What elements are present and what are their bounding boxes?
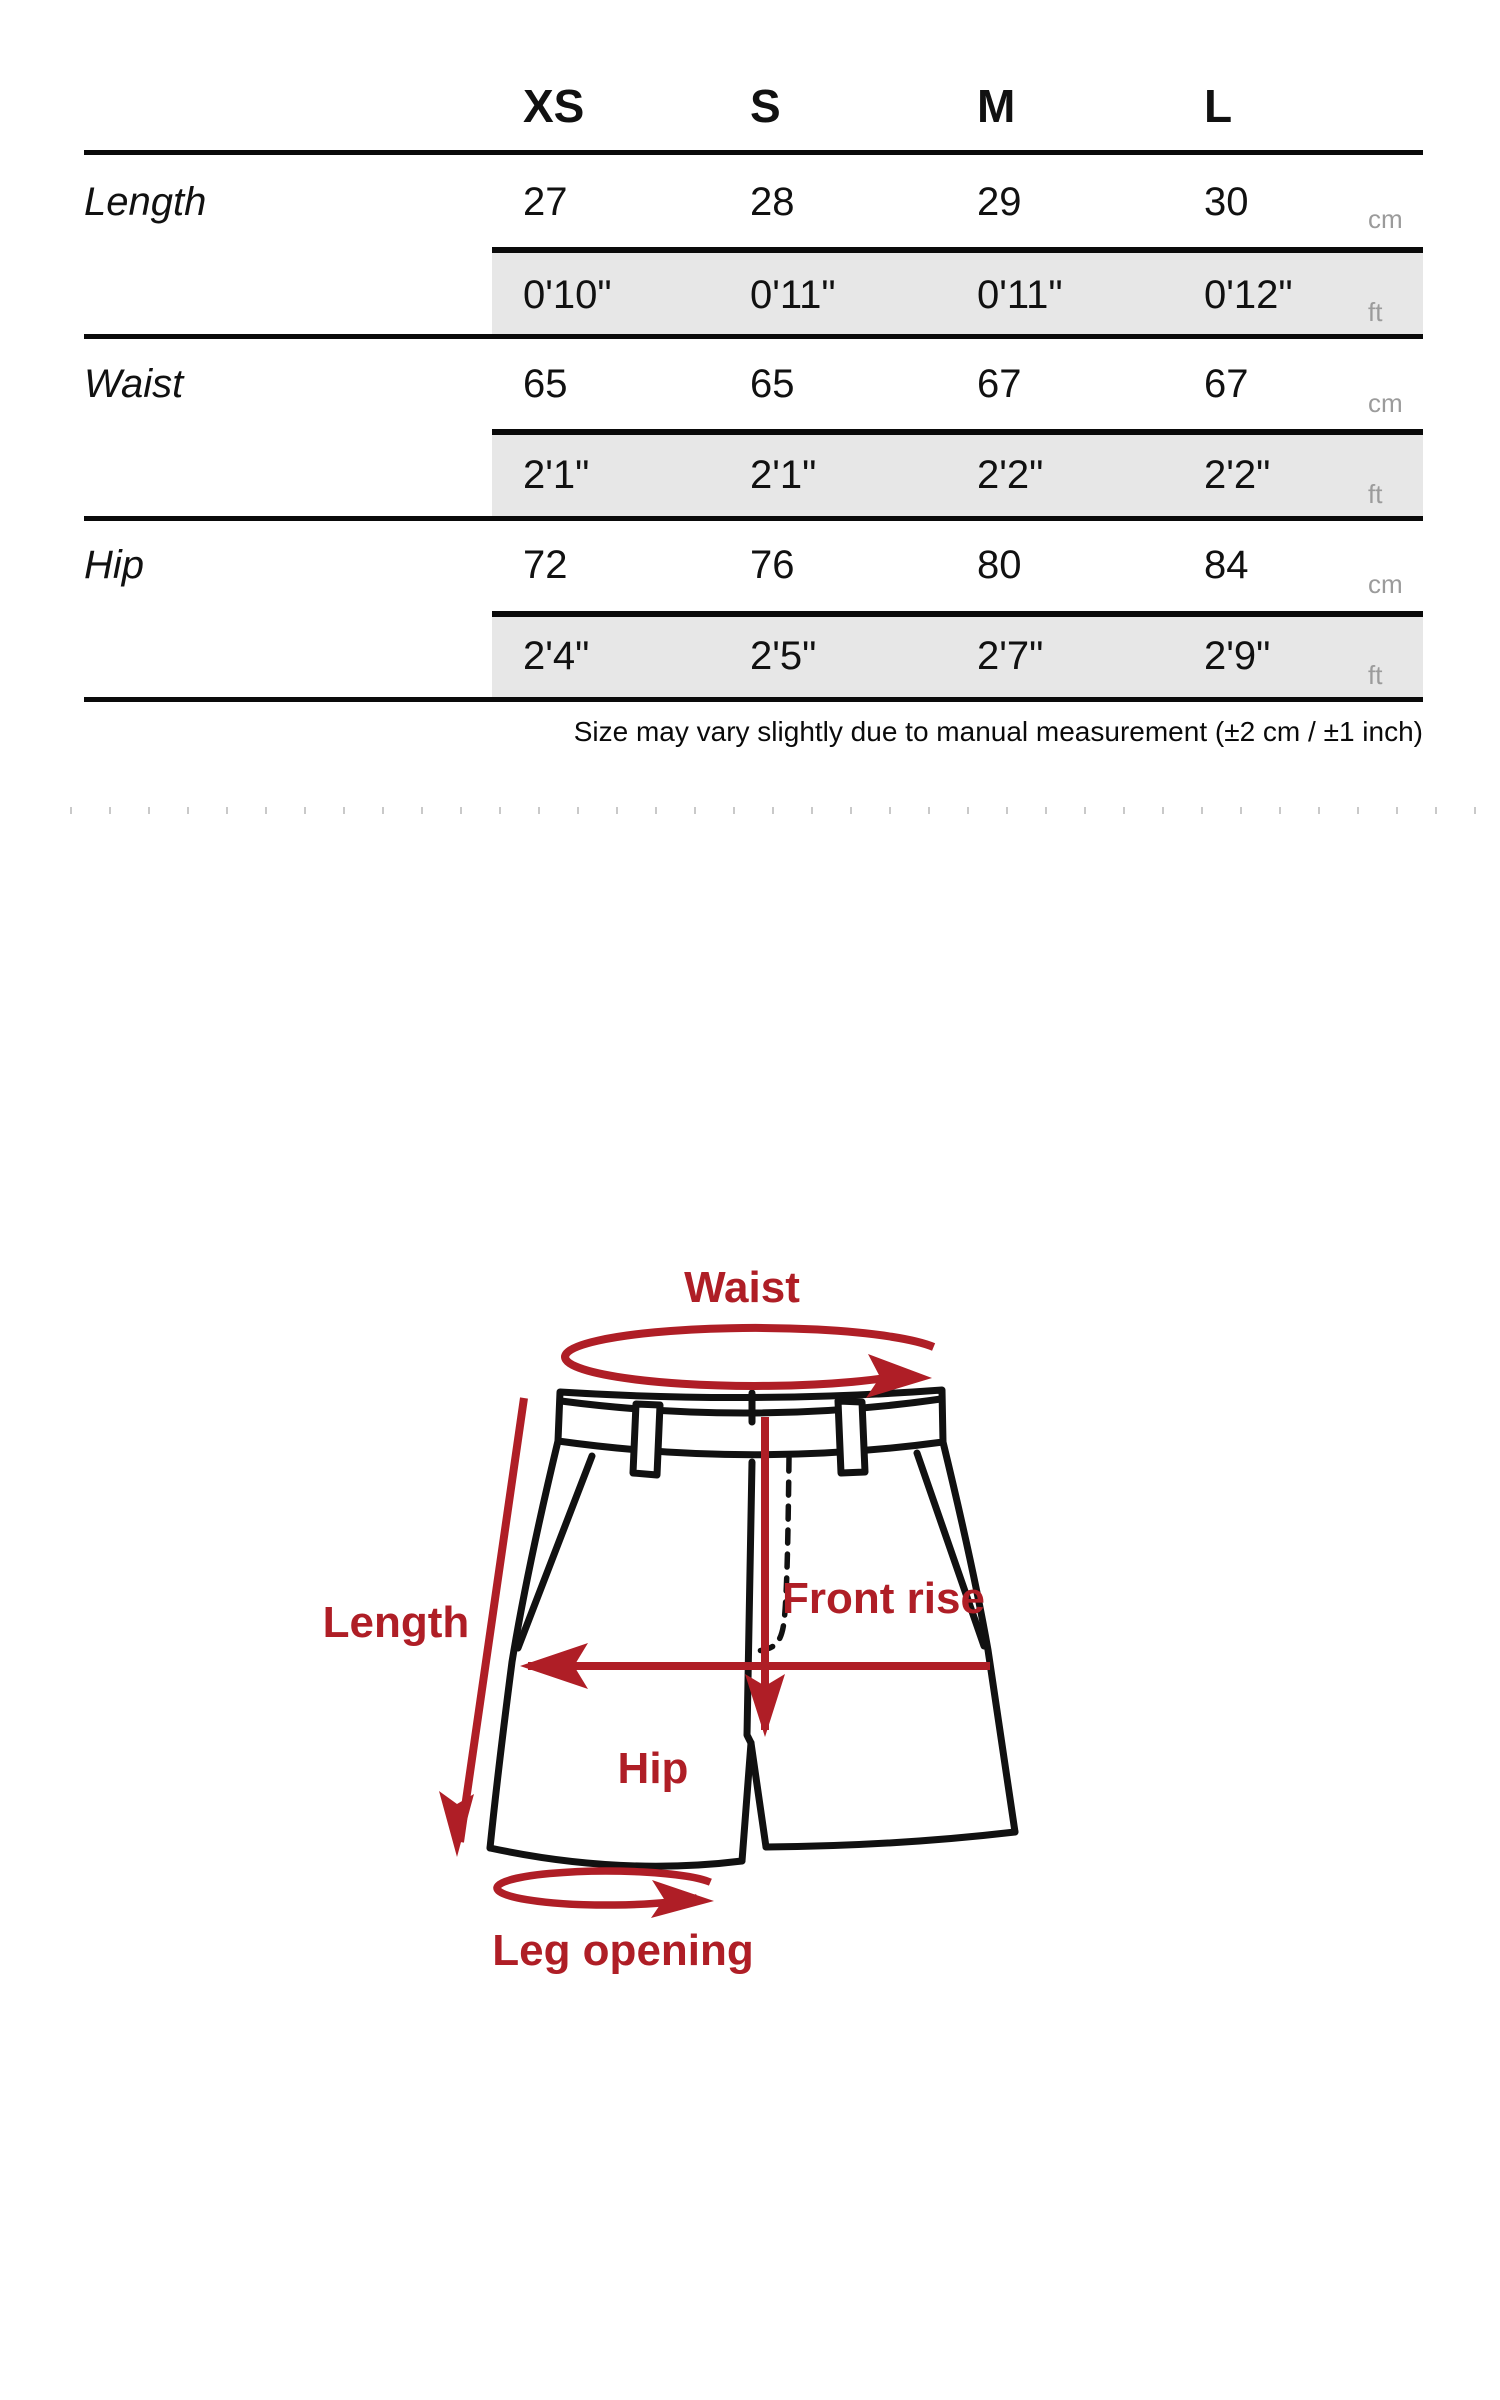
- value-cell: 30: [1204, 180, 1249, 224]
- pocket-left: [518, 1456, 592, 1648]
- size-header-s: S: [750, 80, 781, 132]
- measurement-note: Size may vary slightly due to manual measurement (±2 cm / ±1 inch): [573, 716, 1423, 747]
- inner-seam-left: [742, 1743, 751, 1861]
- value-cell: 65: [750, 362, 795, 406]
- shorts-measurement-diagram: [280, 1230, 1120, 2020]
- value-cell: 80: [977, 543, 1022, 587]
- leg-opening-arrowhead-icon: [651, 1880, 714, 1918]
- length-arrow: [460, 1398, 524, 1842]
- value-cell: 2'1": [750, 453, 817, 497]
- value-cell: 2'4": [523, 634, 590, 678]
- waist-ellipse-arrow: [565, 1328, 933, 1386]
- hem-left: [490, 1848, 742, 1866]
- front-rise-label: Front rise: [782, 1574, 985, 1623]
- unit-label-cm: cm: [1368, 569, 1403, 599]
- length-label: Length: [322, 1598, 470, 1647]
- side-seam-left: [490, 1441, 558, 1848]
- inner-seam-right: [751, 1743, 766, 1847]
- belt-loop-right: [838, 1401, 865, 1473]
- size-header-l: L: [1204, 80, 1233, 132]
- unit-label-ft: ft: [1368, 479, 1383, 509]
- ft-band-hip: [492, 611, 1423, 697]
- value-cell: 27: [523, 180, 568, 224]
- shorts-outline: [490, 1390, 1015, 1866]
- value-cell: 72: [523, 543, 568, 587]
- value-cell: 0'11": [750, 273, 836, 317]
- unit-label-ft: ft: [1368, 660, 1383, 690]
- row-label-waist: Waist: [84, 362, 184, 406]
- value-cell: 67: [1204, 362, 1249, 406]
- belt-loop-left: [633, 1404, 660, 1475]
- value-cell: 2'2": [1204, 453, 1271, 497]
- ft-band-waist: [492, 429, 1423, 516]
- table-rule-top: [84, 150, 1423, 155]
- value-cell: 0'10": [523, 273, 612, 317]
- unit-label-cm: cm: [1368, 204, 1403, 234]
- value-cell: 2'2": [977, 453, 1044, 497]
- unit-label-ft: ft: [1368, 297, 1383, 327]
- value-cell: 2'7": [977, 634, 1044, 678]
- value-cell: 2'9": [1204, 634, 1271, 678]
- value-cell: 0'11": [977, 273, 1063, 317]
- unit-label-cm: cm: [1368, 388, 1403, 418]
- leg-opening-label: Leg opening: [492, 1926, 754, 1975]
- dashed-separator: [70, 807, 1495, 814]
- value-cell: 84: [1204, 543, 1249, 587]
- table-rule-2: [84, 334, 1423, 339]
- value-cell: 28: [750, 180, 795, 224]
- front-seam: [747, 1462, 752, 1743]
- value-cell: 76: [750, 543, 795, 587]
- table-rule-3: [84, 516, 1423, 521]
- row-label-length: Length: [84, 180, 207, 224]
- size-header-m: M: [977, 80, 1016, 132]
- table-rule-bottom: [84, 697, 1423, 702]
- value-cell: 0'12": [1204, 273, 1293, 317]
- waist-label: Waist: [684, 1263, 800, 1312]
- value-cell: 2'5": [750, 634, 817, 678]
- value-cell: 2'1": [523, 453, 590, 497]
- length-arrowhead-icon: [439, 1791, 474, 1857]
- value-cell: 67: [977, 362, 1022, 406]
- hip-label: Hip: [617, 1744, 689, 1793]
- value-cell: 29: [977, 180, 1022, 224]
- value-cell: 65: [523, 362, 568, 406]
- size-header-xs: XS: [523, 80, 585, 132]
- hem-right: [766, 1832, 1015, 1847]
- row-label-hip: Hip: [84, 543, 145, 587]
